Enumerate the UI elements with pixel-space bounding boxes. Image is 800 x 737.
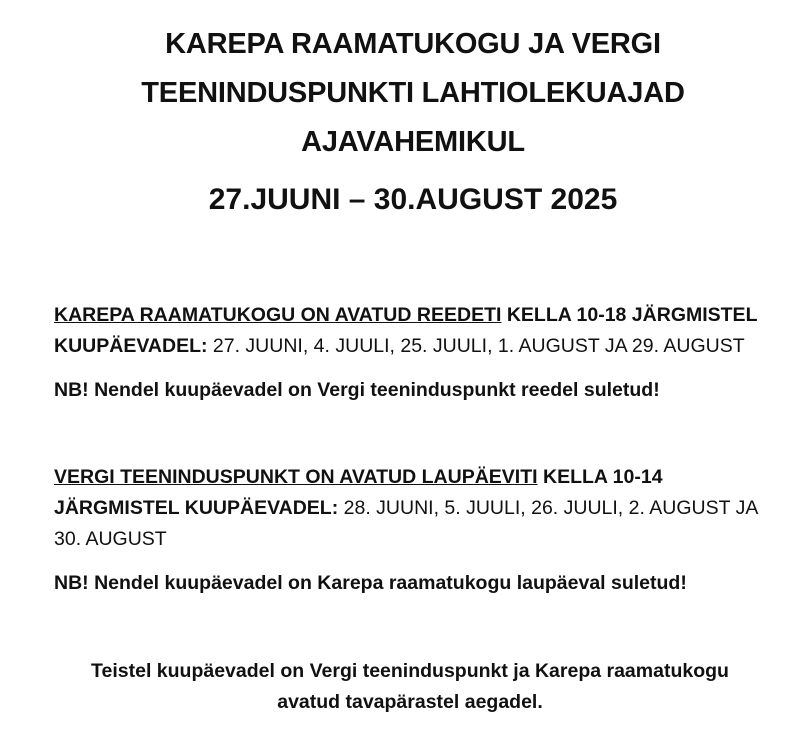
karepa-heading: KAREPA RAAMATUKOGU ON AVATUD REEDETI <box>54 304 502 326</box>
footer-line-1: Teistel kuupäevadel on Vergi teeninduspunkt ja Karepa raamatukogu <box>91 660 729 682</box>
title-line-2: TEENINDUSPUNKTI LAHTIOLEKUAJAD <box>141 77 685 109</box>
title-line-1: KAREPA RAAMATUKOGU JA VERGI <box>165 28 661 60</box>
vergi-hours: KELLA 10-14 JÄRGMISTEL KUUPÄEVADEL: <box>54 466 663 519</box>
vergi-note: NB! Nendel kuupäevadel on Karepa raamatukogu laupäeval suletud! <box>54 572 687 594</box>
footer-line-2: avatud tavapärastel aegadel. <box>277 691 543 713</box>
vergi-dates: 28. JUUNI, 5. JUULI, 26. JUULI, 2. AUGUST JA 30. AUGUST <box>54 497 758 550</box>
vergi-heading: VERGI TEENINDUSPUNKT ON AVATUD LAUPÄEVITI <box>54 466 538 488</box>
vergi-schedule <box>54 462 766 555</box>
karepa-hours: KELLA 10-18 JÄRGMISTEL KUUPÄEVADEL: <box>54 304 758 357</box>
karepa-schedule <box>54 300 766 362</box>
karepa-note: NB! Nendel kuupäevadel on Vergi teeninduspunkt reedel suletud! <box>54 379 660 401</box>
date-range-heading: 27.JUUNI – 30.AUGUST 2025 <box>208 183 618 216</box>
footer-note <box>40 656 780 718</box>
karepa-dates: 27. JUUNI, 4. JUULI, 25. JUULI, 1. AUGUST JA 29. AUGUST <box>207 335 745 357</box>
page-title <box>0 20 800 167</box>
title-line-3: AJAVAHEMIKUL <box>301 126 525 158</box>
